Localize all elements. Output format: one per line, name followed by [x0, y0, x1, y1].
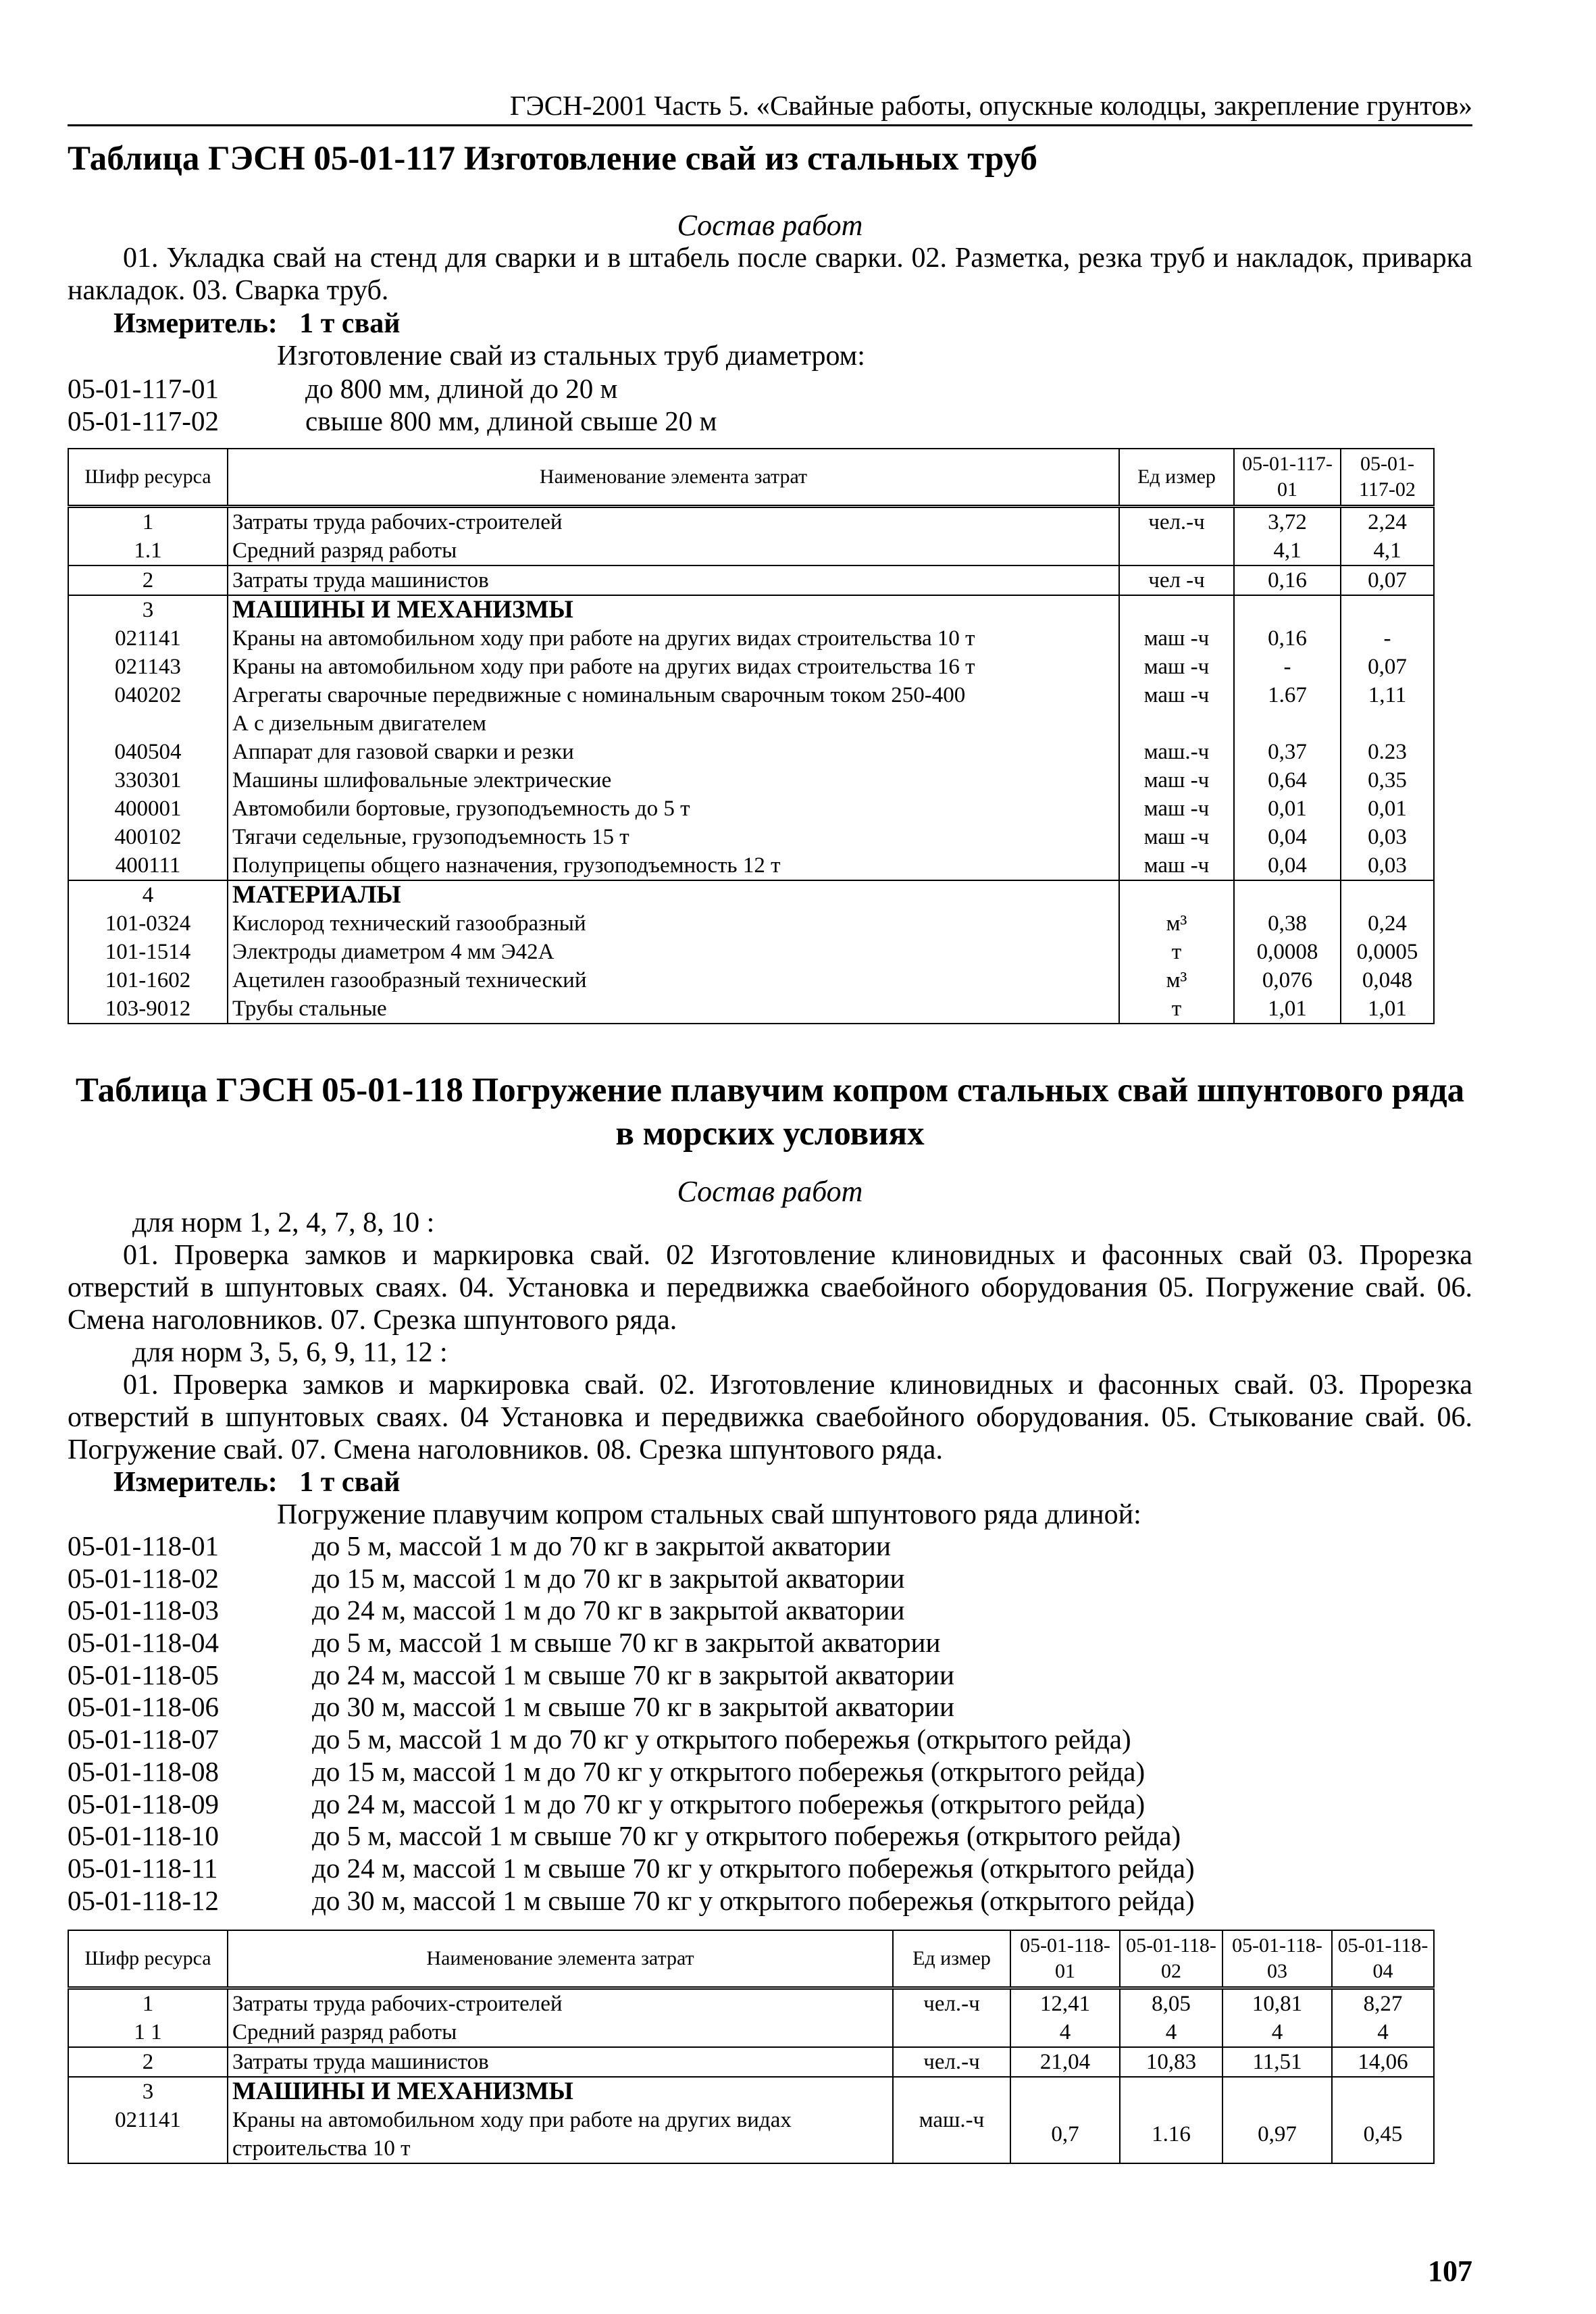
unit: маш.-ч — [893, 2106, 1010, 2163]
value-05-01-117-01: 0,04 — [1234, 823, 1341, 851]
table-row — [68, 995, 1434, 1024]
table-row — [68, 966, 1434, 995]
table-118-title — [68, 1069, 1472, 1155]
table-118-text-b: 01. Проверка замков и маркировка свай. 02. Изготовление клиновидных и фасонных свай. 03. Прорезка отверстий в шпунтовых сваях. 04 Установка и передвижка сваебойного оборудования. 05. Стыкование свай. 06. Погружение свай. 07. Смена наголовников. 08. Срезка шпунтового ряда. — [68, 1369, 1472, 1465]
column-header: 05-01-117-01 — [1234, 449, 1341, 507]
value-05-01-117-01: 4,1 — [1234, 536, 1341, 565]
variant-description: до 24 м, массой 1 м до 70 кг у открытого побережья (открытого рейда) — [312, 1788, 1145, 1819]
value-05-01-117-02: - — [1341, 624, 1434, 653]
resource-code: 4 — [68, 880, 228, 909]
value-05-01-118-03: 11,51 — [1222, 2047, 1332, 2077]
resource-code: 3 — [68, 595, 228, 624]
table-row — [68, 2047, 1434, 2077]
unit — [893, 2077, 1010, 2106]
variant-code: 05-01-118-04 — [68, 1627, 219, 1659]
column-header: Шифр ресурса — [68, 1930, 228, 1988]
unit: маш -ч — [1119, 766, 1234, 795]
unit: маш.-ч — [1119, 738, 1234, 766]
value-05-01-118-02: 8,05 — [1120, 1988, 1222, 2019]
variant-code: 05-01-118-05 — [68, 1659, 219, 1690]
value-05-01-118-04 — [1332, 2077, 1434, 2106]
value-05-01-117-01: 1.67 — [1234, 681, 1341, 709]
unit: чел.-ч — [893, 1988, 1010, 2019]
variant-code: 05-01-118-07 — [68, 1724, 219, 1755]
resource-code: 040202 — [68, 681, 228, 709]
resource-code: 1 — [68, 1988, 228, 2019]
value-05-01-117-01: - — [1234, 653, 1341, 681]
value-05-01-117-02 — [1341, 880, 1434, 909]
value-05-01-118-04: 4 — [1332, 2018, 1434, 2047]
table-header-row — [68, 1930, 1434, 1988]
column-header: 05-01-118-01 — [1010, 1930, 1120, 1988]
value-05-01-118-04: 14,06 — [1332, 2047, 1434, 2077]
cost-element-name: Краны на автомобильном ходу при работе на других видах строительства 10 т — [228, 2106, 893, 2163]
value-05-01-117-01: 0,0008 — [1234, 938, 1341, 966]
unit: маш -ч — [1119, 851, 1234, 880]
cost-element-name: Полуприцепы общего назначения, грузоподъемность 12 т — [228, 851, 1119, 880]
column-header: Шифр ресурса — [68, 449, 228, 507]
column-header: 05-01-118-04 — [1332, 1930, 1434, 1988]
table-117-lead: Изготовление свай из стальных труб диаметром: — [277, 341, 865, 372]
value-05-01-118-02 — [1120, 2077, 1222, 2106]
unit: м³ — [1119, 966, 1234, 995]
resource-code: 021143 — [68, 653, 228, 681]
cost-element-name: МАШИНЫ И МЕХАНИЗМЫ — [228, 595, 1119, 624]
unit: чел.-ч — [1119, 507, 1234, 537]
table-row — [68, 823, 1434, 851]
table-118-title-line2: в морских условиях — [615, 1115, 925, 1153]
table-row — [68, 2106, 1434, 2163]
variant-description: до 5 м, массой 1 м до 70 кг в закрытой акватории — [312, 1530, 891, 1561]
value-05-01-118-03: 4 — [1222, 2018, 1332, 2047]
value-05-01-118-02: 4 — [1120, 2018, 1222, 2047]
resource-code: 400102 — [68, 823, 228, 851]
value-05-01-117-02: 0,0005 — [1341, 938, 1434, 966]
value-05-01-117-02: 0,07 — [1341, 653, 1434, 681]
unit: т — [1119, 995, 1234, 1024]
table-row — [68, 766, 1434, 795]
resource-code: 330301 — [68, 766, 228, 795]
table-row — [68, 565, 1434, 595]
cost-element-name: Кислород технический газообразный — [228, 909, 1119, 938]
resource-code: 2 — [68, 2047, 228, 2077]
value-05-01-117-01: 0,16 — [1234, 624, 1341, 653]
value-05-01-118-01: 0,7 — [1010, 2106, 1120, 2163]
value-05-01-117-02: 0,048 — [1341, 966, 1434, 995]
value-05-01-118-01: 4 — [1010, 2018, 1120, 2047]
resource-code: 3 — [68, 2077, 228, 2106]
table-row — [68, 2077, 1434, 2106]
variant-code: 05-01-117-02 — [68, 405, 219, 436]
value-05-01-117-02: 0.23 — [1341, 738, 1434, 766]
column-header: 05-01-118-03 — [1222, 1930, 1332, 1988]
table-118-resources — [68, 1930, 1435, 2164]
table-row — [68, 595, 1434, 624]
unit: маш -ч — [1119, 823, 1234, 851]
column-header: Ед измер — [1119, 449, 1234, 507]
table-118-lead: Погружение плавучим копром стальных свай шпунтового ряда длиной: — [277, 1499, 1141, 1530]
table-118-measure — [113, 1466, 400, 1499]
resource-code: 103-9012 — [68, 995, 228, 1024]
value-05-01-117-01: 0,16 — [1234, 565, 1341, 595]
measure-label: Измеритель: — [113, 1467, 278, 1498]
unit: чел.-ч — [893, 2047, 1010, 2077]
table-118-text-a: 01. Проверка замков и маркировка свай. 02 Изготовление клиновидных и фасонных свай 03. Прорезка отверстий в шпунтовых сваях. 04. Установка и передвижка сваебойного оборудования 05. Погружение свай. 06. Смена наголовников. 07. Срезка шпунтового ряда. — [68, 1240, 1472, 1336]
table-118-norms-a: для норм 1, 2, 4, 7, 8, 10 : — [132, 1207, 435, 1238]
variant-code: 05-01-118-02 — [68, 1562, 219, 1594]
column-header: Наименование элемента затрат — [228, 1930, 893, 1988]
table-117-composition-text: 01. Укладка свай на стенд для сварки и в штабель после сварки. 02. Разметка, резка труб и накладок, приварка накладок. 03. Сварка труб. — [68, 243, 1472, 306]
cost-element-name: Электроды диаметром 4 мм Э42А — [228, 938, 1119, 966]
value-05-01-117-02 — [1341, 709, 1434, 738]
measure-value: 1 т свай — [299, 308, 401, 339]
resource-code: 1 — [68, 507, 228, 537]
value-05-01-118-02: 1.16 — [1120, 2106, 1222, 2163]
value-05-01-117-01 — [1234, 880, 1341, 909]
value-05-01-117-01: 1,01 — [1234, 995, 1341, 1024]
value-05-01-118-01 — [1010, 2077, 1120, 2106]
value-05-01-117-02: 0,35 — [1341, 766, 1434, 795]
variant-description: до 24 м, массой 1 м свыше 70 кг в закрытой акватории — [312, 1659, 954, 1690]
table-117-title: Таблица ГЭСН 05-01-117 Изготовление свай из стальных труб — [68, 140, 1037, 178]
column-header: 05-01-118-02 — [1120, 1930, 1222, 1988]
table-row — [68, 2018, 1434, 2047]
value-05-01-117-02: 0,07 — [1341, 565, 1434, 595]
variant-description: до 24 м, массой 1 м до 70 кг в закрытой акватории — [312, 1594, 905, 1626]
table-117-measure — [113, 307, 400, 340]
value-05-01-118-01: 12,41 — [1010, 1988, 1120, 2019]
unit: маш -ч — [1119, 653, 1234, 681]
variant-description: до 30 м, массой 1 м свыше 70 кг у открытого побережья (открытого рейда) — [312, 1884, 1195, 1916]
table-row — [68, 507, 1434, 537]
variant-description: до 5 м, массой 1 м свыше 70 кг в закрытой акватории — [312, 1627, 941, 1659]
table-row — [68, 909, 1434, 938]
variant-description: до 15 м, массой 1 м до 70 кг в закрытой акватории — [312, 1562, 905, 1594]
resource-code: 1 1 — [68, 2018, 228, 2047]
cost-element-name: Аппарат для газовой сварки и резки — [228, 738, 1119, 766]
value-05-01-118-02: 10,83 — [1120, 2047, 1222, 2077]
value-05-01-117-01: 0,076 — [1234, 966, 1341, 995]
variant-code: 05-01-118-12 — [68, 1884, 219, 1916]
table-row — [68, 795, 1434, 823]
column-header: Наименование элемента затрат — [228, 449, 1119, 507]
table-row — [68, 1988, 1434, 2019]
resource-code: 400001 — [68, 795, 228, 823]
unit — [1119, 595, 1234, 624]
table-row — [68, 938, 1434, 966]
value-05-01-117-01: 0,01 — [1234, 795, 1341, 823]
value-05-01-117-01: 3,72 — [1234, 507, 1341, 537]
page-number: 107 — [1428, 2255, 1472, 2288]
column-header: 05-01-117-02 — [1341, 449, 1434, 507]
value-05-01-117-02: 0,03 — [1341, 823, 1434, 851]
variant-code: 05-01-118-09 — [68, 1788, 219, 1819]
cost-element-name: Ацетилен газообразный технический — [228, 966, 1119, 995]
value-05-01-118-04: 0,45 — [1332, 2106, 1434, 2163]
value-05-01-118-03: 10,81 — [1222, 1988, 1332, 2019]
cost-element-name: Машины шлифовальные электрические — [228, 766, 1119, 795]
value-05-01-118-03 — [1222, 2077, 1332, 2106]
table-117-resources — [68, 448, 1435, 1024]
running-header: ГЭСН-2001 Часть 5. «Свайные работы, опускные колодцы, закрепление грунтов» — [68, 89, 1472, 126]
cost-element-name: Средний разряд работы — [228, 536, 1119, 565]
unit — [893, 2018, 1010, 2047]
resource-code: 101-1602 — [68, 966, 228, 995]
cost-element-name: Трубы стальные — [228, 995, 1119, 1024]
table-117-composition-heading: Состав работ — [677, 209, 863, 242]
value-05-01-117-01 — [1234, 709, 1341, 738]
cost-element-name: Затраты труда рабочих-строителей — [228, 1988, 893, 2019]
value-05-01-117-02: 0,24 — [1341, 909, 1434, 938]
cost-element-name: Затраты труда машинистов — [228, 2047, 893, 2077]
unit — [1119, 709, 1234, 738]
resource-code: 040504 — [68, 738, 228, 766]
value-05-01-117-01 — [1234, 595, 1341, 624]
measure-label: Измеритель: — [113, 308, 278, 339]
variant-code: 05-01-118-08 — [68, 1755, 219, 1787]
value-05-01-117-02: 0,01 — [1341, 795, 1434, 823]
table-row — [68, 536, 1434, 565]
cost-element-name: МАШИНЫ И МЕХАНИЗМЫ — [228, 2077, 893, 2106]
unit — [1119, 880, 1234, 909]
cost-element-name: Краны на автомобильном ходу при работе на других видах строительства 10 т — [228, 624, 1119, 653]
value-05-01-117-02: 1,01 — [1341, 995, 1434, 1024]
value-05-01-117-02 — [1341, 595, 1434, 624]
resource-code: 021141 — [68, 624, 228, 653]
cost-element-name: Тягачи седельные, грузоподъемность 15 т — [228, 823, 1119, 851]
resource-code: 101-0324 — [68, 909, 228, 938]
cost-element-name: Краны на автомобильном ходу при работе на других видах строительства 16 т — [228, 653, 1119, 681]
cost-element-name: Агрегаты сварочные передвижные с номинальным сварочным током 250-400 — [228, 681, 1119, 709]
variant-description: до 24 м, массой 1 м свыше 70 кг у открытого побережья (открытого рейда) — [312, 1852, 1195, 1884]
value-05-01-117-01: 0,38 — [1234, 909, 1341, 938]
table-row — [68, 851, 1434, 880]
resource-code: 021141 — [68, 2106, 228, 2163]
table-118-composition-heading: Состав работ — [677, 1175, 863, 1208]
resource-code — [68, 709, 228, 738]
table-row — [68, 653, 1434, 681]
table-row — [68, 624, 1434, 653]
table-row — [68, 709, 1434, 738]
measure-value: 1 т свай — [299, 1467, 401, 1498]
unit: маш -ч — [1119, 624, 1234, 653]
variant-code: 05-01-118-11 — [68, 1852, 218, 1884]
resource-code: 101-1514 — [68, 938, 228, 966]
table-row — [68, 738, 1434, 766]
table-row — [68, 681, 1434, 709]
table-118-title-line1: Таблица ГЭСН 05-01-118 Погружение плавучим копром стальных свай шпунтового ряда — [75, 1072, 1465, 1109]
table-118-norms-b: для норм 3, 5, 6, 9, 11, 12 : — [132, 1337, 448, 1368]
unit: т — [1119, 938, 1234, 966]
unit: м³ — [1119, 909, 1234, 938]
variant-description: до 15 м, массой 1 м до 70 кг у открытого побережья (открытого рейда) — [312, 1755, 1145, 1787]
variant-description: до 30 м, массой 1 м свыше 70 кг в закрытой акватории — [312, 1691, 954, 1723]
resource-code: 2 — [68, 565, 228, 595]
value-05-01-118-01: 21,04 — [1010, 2047, 1120, 2077]
value-05-01-117-01: 0,04 — [1234, 851, 1341, 880]
variant-description: до 5 м, массой 1 м свыше 70 кг у открытого побережья (открытого рейда) — [312, 1820, 1181, 1852]
cost-element-name: Затраты труда рабочих-строителей — [228, 507, 1119, 537]
unit: маш -ч — [1119, 681, 1234, 709]
table-header-row — [68, 449, 1434, 507]
variant-description: до 800 мм, длиной до 20 м — [305, 373, 618, 404]
value-05-01-117-01: 0,64 — [1234, 766, 1341, 795]
unit: чел -ч — [1119, 565, 1234, 595]
variant-code: 05-01-118-06 — [68, 1691, 219, 1723]
cost-element-name: Автомобили бортовые, грузоподъемность до 5 т — [228, 795, 1119, 823]
column-header: Ед измер — [893, 1930, 1010, 1988]
variant-code: 05-01-118-10 — [68, 1820, 219, 1852]
unit — [1119, 536, 1234, 565]
value-05-01-117-02: 1,11 — [1341, 681, 1434, 709]
variant-description: до 5 м, массой 1 м до 70 кг у открытого побережья (открытого рейда) — [312, 1724, 1131, 1755]
cost-element-name: МАТЕРИАЛЫ — [228, 880, 1119, 909]
value-05-01-117-02: 0,03 — [1341, 851, 1434, 880]
value-05-01-118-03: 0,97 — [1222, 2106, 1332, 2163]
cost-element-name: А с дизельным двигателем — [228, 709, 1119, 738]
variant-code: 05-01-117-01 — [68, 373, 219, 404]
value-05-01-117-02: 2,24 — [1341, 507, 1434, 537]
value-05-01-118-04: 8,27 — [1332, 1988, 1434, 2019]
resource-code: 1.1 — [68, 536, 228, 565]
value-05-01-117-02: 4,1 — [1341, 536, 1434, 565]
cost-element-name: Затраты труда машинистов — [228, 565, 1119, 595]
variant-description: свыше 800 мм, длиной свыше 20 м — [305, 405, 717, 436]
cost-element-name: Средний разряд работы — [228, 2018, 893, 2047]
variant-code: 05-01-118-03 — [68, 1594, 219, 1626]
unit: маш -ч — [1119, 795, 1234, 823]
resource-code: 400111 — [68, 851, 228, 880]
value-05-01-117-01: 0,37 — [1234, 738, 1341, 766]
variant-code: 05-01-118-01 — [68, 1530, 219, 1561]
table-row — [68, 880, 1434, 909]
